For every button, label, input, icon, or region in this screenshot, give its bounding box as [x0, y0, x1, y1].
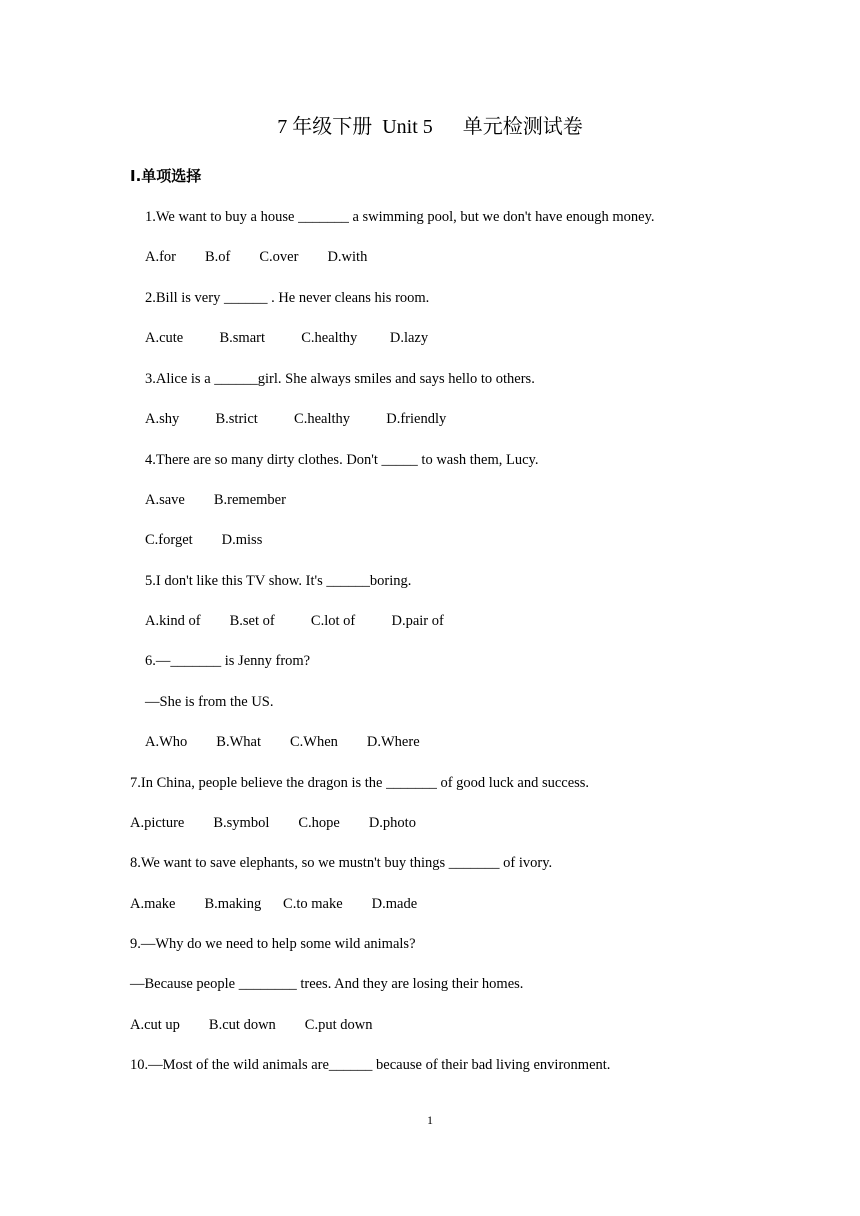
question-1: 1.We want to buy a house _______ a swimming pool, but we don't have enough money. [145, 209, 655, 225]
section-heading: I.单项选择 [130, 167, 202, 185]
question-9: 9.—Why do we need to help some wild animals? [130, 936, 416, 952]
question-5: 5.I don't like this TV show. It's ______boring. [145, 573, 412, 589]
question-3: 3.Alice is a ______girl. She always smiles and says hello to others. [145, 371, 535, 387]
question-4: 4.There are so many dirty clothes. Don't _____ to wash them, Lucy. [145, 452, 539, 468]
answer-6: —She is from the US. [145, 694, 274, 710]
options-2: A.cute B.smart C.healthy D.lazy [145, 330, 429, 346]
options-9: A.cut up B.cut down C.put down [130, 1017, 373, 1033]
options-3: A.shy B.strict C.healthy D.friendly [145, 411, 447, 427]
document-title: 7 年级下册 Unit 5 单元检测试卷 [277, 116, 583, 138]
answer-9: —Because people ________ trees. And they are losing their homes. [130, 976, 524, 992]
question-10: 10.—Most of the wild animals are______ because of their bad living environment. [130, 1057, 611, 1073]
page-number: 1 [427, 1113, 433, 1127]
options-1: A.for B.of C.over D.with [145, 249, 368, 265]
options-6: A.Who B.What C.When D.Where [145, 734, 420, 750]
options-8: A.make B.making C.to make D.made [130, 896, 418, 912]
options-7: A.picture B.symbol C.hope D.photo [130, 815, 416, 831]
question-8: 8.We want to save elephants, so we mustn't buy things _______ of ivory. [130, 855, 553, 871]
question-2: 2.Bill is very ______ . He never cleans his room. [145, 290, 430, 306]
options-5: A.kind of B.set of C.lot of D.pair of [145, 613, 444, 629]
options-4a: A.save B.remember [145, 492, 286, 508]
options-4b: C.forget D.miss [145, 532, 263, 548]
question-7: 7.In China, people believe the dragon is the _______ of good luck and success. [130, 775, 590, 791]
question-6: 6.—_______ is Jenny from? [145, 653, 311, 669]
